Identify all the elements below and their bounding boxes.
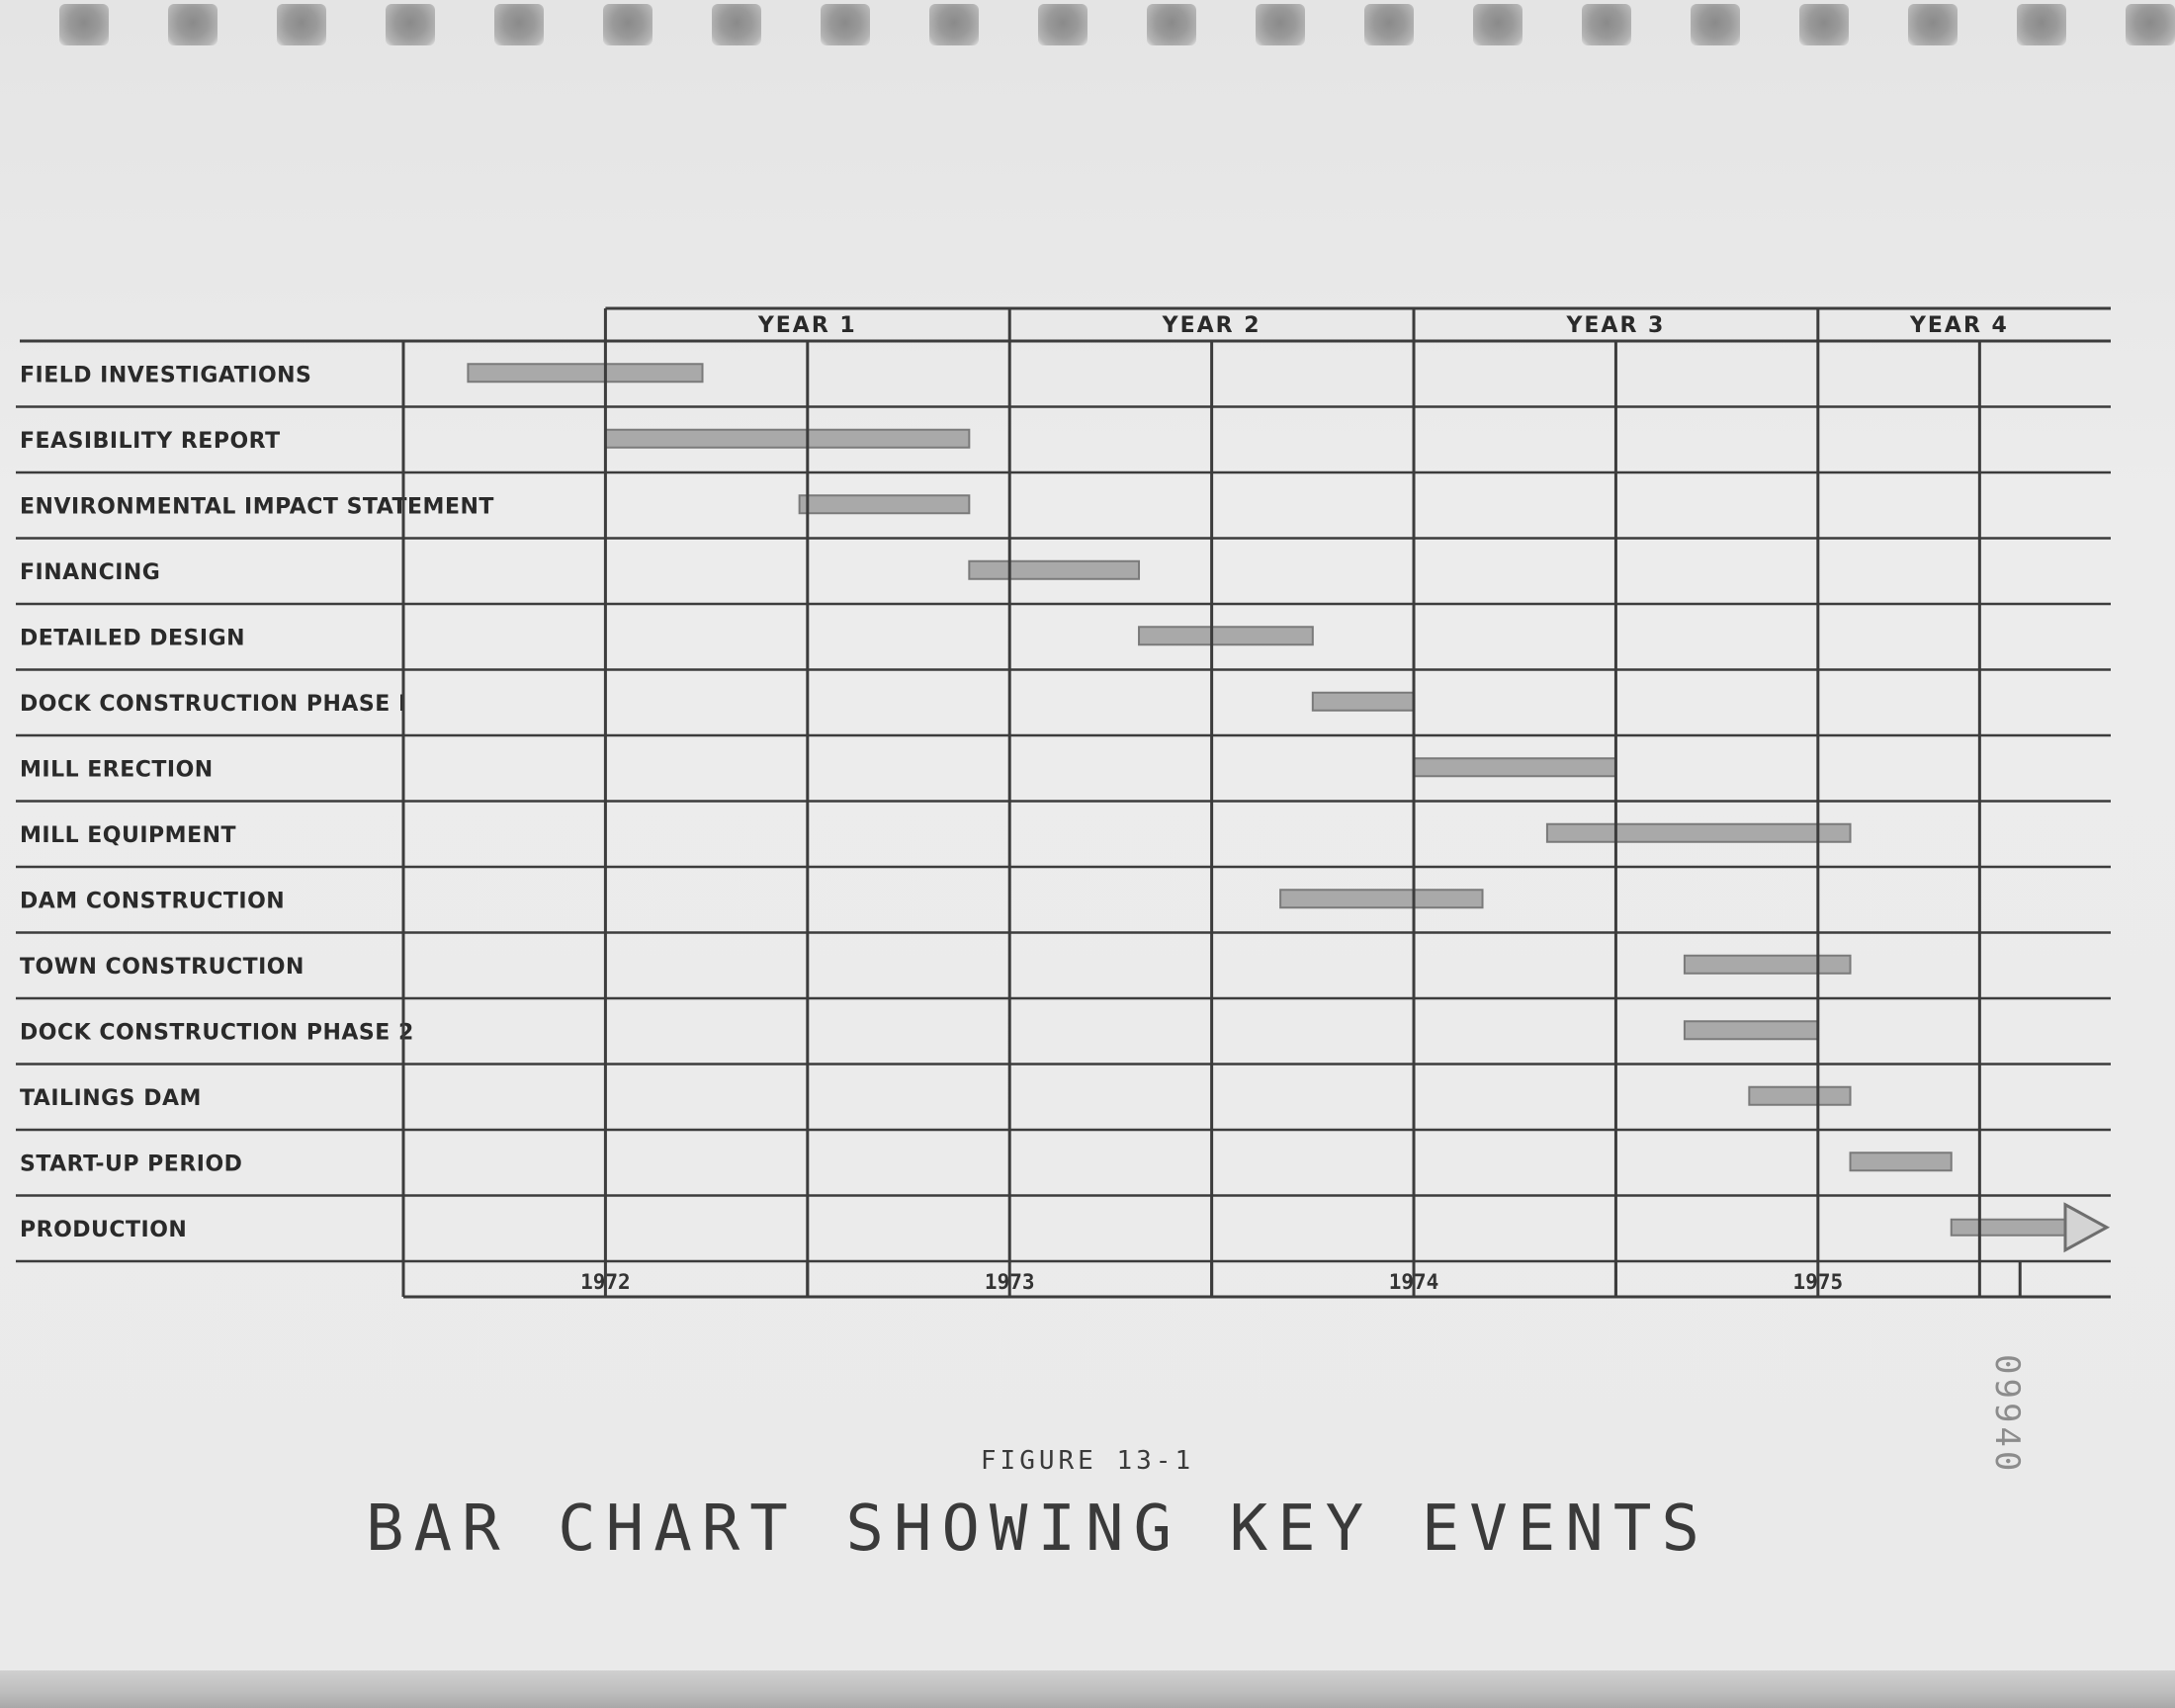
task-bar (1685, 956, 1851, 974)
task-label: DOCK CONSTRUCTION PHASE 2 (20, 1020, 414, 1046)
task-label: FIELD INVESTIGATIONS (20, 363, 312, 388)
page-stamp: 09940 (1987, 1354, 2027, 1476)
task-bar (605, 430, 969, 448)
task-bar (1139, 627, 1313, 644)
task-bar (1280, 890, 1482, 907)
production-arrow (2065, 1205, 2107, 1250)
project-year-label: YEAR 4 (1909, 313, 2009, 338)
task-label: FINANCING (20, 559, 161, 585)
calendar-year-label: 1974 (1388, 1270, 1439, 1294)
task-bar (800, 495, 970, 513)
task-label: FEASIBILITY REPORT (20, 428, 281, 454)
task-label: TOWN CONSTRUCTION (20, 954, 304, 980)
task-bar (1952, 1220, 2067, 1236)
task-bar (969, 561, 1139, 579)
project-year-label: YEAR 1 (757, 313, 857, 338)
task-bar (1851, 1153, 1952, 1170)
calendar-year-label: 1975 (1792, 1270, 1844, 1294)
task-bar (1749, 1087, 1850, 1105)
project-year-label: YEAR 2 (1162, 313, 1262, 338)
task-label: DAM CONSTRUCTION (20, 889, 286, 914)
project-year-label: YEAR 3 (1566, 313, 1666, 338)
task-bar (1685, 1021, 1818, 1039)
task-label: MILL EQUIPMENT (20, 822, 237, 848)
figure-caption: BAR CHART SHOWING KEY EVENTS (366, 1493, 1709, 1566)
task-label: START-UP PERIOD (20, 1152, 243, 1177)
task-bar (1313, 693, 1414, 711)
task-label: TAILINGS DAM (20, 1085, 202, 1111)
task-label: ENVIRONMENTAL IMPACT STATEMENT (20, 494, 494, 520)
task-label: MILL ERECTION (20, 757, 214, 783)
task-label: DETAILED DESIGN (20, 626, 246, 651)
task-bar (1414, 758, 1615, 776)
calendar-year-label: 1972 (580, 1270, 631, 1294)
calendar-year-label: 1973 (984, 1270, 1035, 1294)
task-label: PRODUCTION (20, 1217, 188, 1242)
figure-number: FIGURE 13-1 (980, 1446, 1195, 1476)
page-bottom-edge (0, 1670, 2175, 1708)
task-bar (1547, 824, 1851, 842)
task-bar (468, 364, 702, 382)
task-label: DOCK CONSTRUCTION PHASE I (20, 691, 407, 717)
